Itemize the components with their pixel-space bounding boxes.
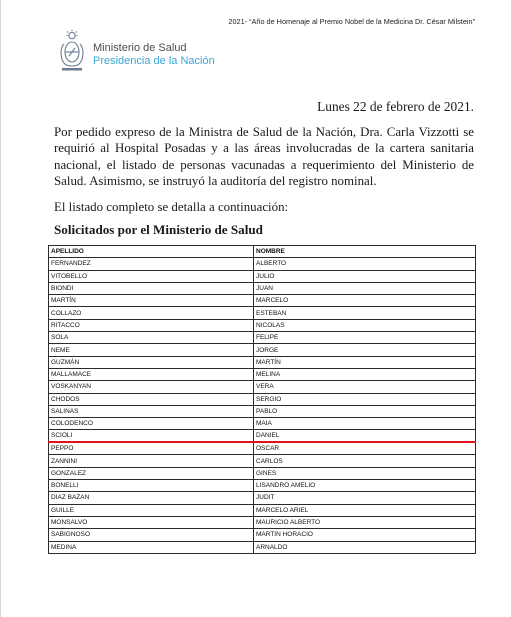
letter-date: Lunes 22 de febrero de 2021. <box>317 99 474 114</box>
cell-apellido: FERNANDEZ <box>49 258 254 270</box>
cell-nombre: SERGIO <box>254 393 476 405</box>
cell-nombre: GINES <box>254 467 476 479</box>
table-row <box>49 467 476 479</box>
cell-apellido: GONZALEZ <box>49 467 254 479</box>
org-name: Ministerio de Salud <box>93 42 187 54</box>
table-row <box>49 344 476 356</box>
cell-apellido: GUILLE <box>49 504 254 516</box>
cell-nombre: ARNALDO <box>254 541 476 553</box>
table-row-highlighted <box>49 430 476 443</box>
cell-apellido: VITOBELLO <box>49 270 254 282</box>
cell-nombre: MARTÍN <box>254 356 476 368</box>
cell-apellido: MONSALVO <box>49 516 254 528</box>
cell-nombre: JUDIT <box>254 492 476 504</box>
table-row <box>49 442 476 455</box>
cell-apellido: COLODENCO <box>49 418 254 430</box>
table-row <box>49 258 476 270</box>
cell-nombre: NICOLAS <box>254 319 476 331</box>
cell-nombre: JUAN <box>254 282 476 294</box>
table-row <box>49 504 476 516</box>
table-row <box>49 492 476 504</box>
table-row <box>49 270 476 282</box>
cell-nombre: FELIPE <box>254 332 476 344</box>
cell-nombre: ESTEBAN <box>254 307 476 319</box>
cell-apellido: ZANNINI <box>49 455 254 467</box>
table-row <box>49 418 476 430</box>
cell-apellido: NEME <box>49 344 254 356</box>
table-header-row <box>49 246 476 258</box>
table-row <box>49 529 476 541</box>
list-intro: El listado completo se detalla a continuación: <box>54 200 289 214</box>
cell-apellido: BIONDI <box>49 282 254 294</box>
table-row <box>49 541 476 553</box>
cell-apellido: GUZMÁN <box>49 356 254 368</box>
section-title: Solicitados por el Ministerio de Salud <box>54 222 263 237</box>
table-row <box>49 393 476 405</box>
cell-nombre: DANIEL <box>254 430 476 443</box>
table-row <box>49 368 476 380</box>
table-row <box>49 332 476 344</box>
cell-apellido: PEPPO <box>49 442 254 455</box>
cell-apellido: MEDINA <box>49 541 254 553</box>
cell-nombre: MAURICIO ALBERTO <box>254 516 476 528</box>
org-subtitle: Presidencia de la Nación <box>93 55 215 67</box>
table-row <box>49 405 476 417</box>
header-note: 2021- “Año de Homenaje al Premio Nobel de la Medicina Dr. César Milstein” <box>228 17 475 26</box>
cell-apellido: CHODOS <box>49 393 254 405</box>
cell-apellido: BONELLI <box>49 480 254 492</box>
cell-nombre: MAIA <box>254 418 476 430</box>
table-row <box>49 319 476 331</box>
cell-nombre: ALBERTO <box>254 258 476 270</box>
cell-apellido: RITACCO <box>49 319 254 331</box>
table-row <box>49 307 476 319</box>
cell-nombre: JULIO <box>254 270 476 282</box>
cell-nombre: VERA <box>254 381 476 393</box>
cell-nombre: PABLO <box>254 405 476 417</box>
header-nombre: NOMBRE <box>254 246 476 258</box>
cell-apellido: SALINAS <box>49 405 254 417</box>
cell-nombre: MELINA <box>254 368 476 380</box>
table-row <box>49 455 476 467</box>
table-row <box>49 381 476 393</box>
table-row <box>49 295 476 307</box>
cell-nombre: MARCELO <box>254 295 476 307</box>
header-apellido: APELLIDO <box>49 246 254 258</box>
cell-apellido: SCIOLI <box>49 430 254 443</box>
table-row <box>49 480 476 492</box>
table-row <box>49 516 476 528</box>
table-row <box>49 356 476 368</box>
cell-nombre: OSCAR <box>254 442 476 455</box>
vaccinated-list-table <box>48 245 476 554</box>
table-row <box>49 282 476 294</box>
cell-nombre: MARCELO ARIEL <box>254 504 476 516</box>
cell-apellido: SOLA <box>49 332 254 344</box>
national-coat-of-arms-icon <box>59 30 85 72</box>
letter-paragraph: Por pedido expreso de la Ministra de Salud de la Nación, Dra. Carla Vizzotti se requirió al Hospital Posadas y a las áreas involucradas de la cartera sanitaria nacional, el listado de personas vacunadas a requerimiento del Ministerio de Salud. Asimismo, se instruyó la auditoría del registro nominal. <box>54 125 474 188</box>
cell-apellido: VOSKANYAN <box>49 381 254 393</box>
cell-nombre: JORGE <box>254 344 476 356</box>
cell-nombre: MARTIN HORACIO <box>254 529 476 541</box>
cell-apellido: MARTÍN <box>49 295 254 307</box>
cell-nombre: CARLOS <box>254 455 476 467</box>
cell-apellido: MALLAMACE <box>49 368 254 380</box>
cell-nombre: LISANDRO AMELIO <box>254 480 476 492</box>
cell-apellido: COLLAZO <box>49 307 254 319</box>
cell-apellido: DIAZ BAZAN <box>49 492 254 504</box>
cell-apellido: SABIGNOSO <box>49 529 254 541</box>
